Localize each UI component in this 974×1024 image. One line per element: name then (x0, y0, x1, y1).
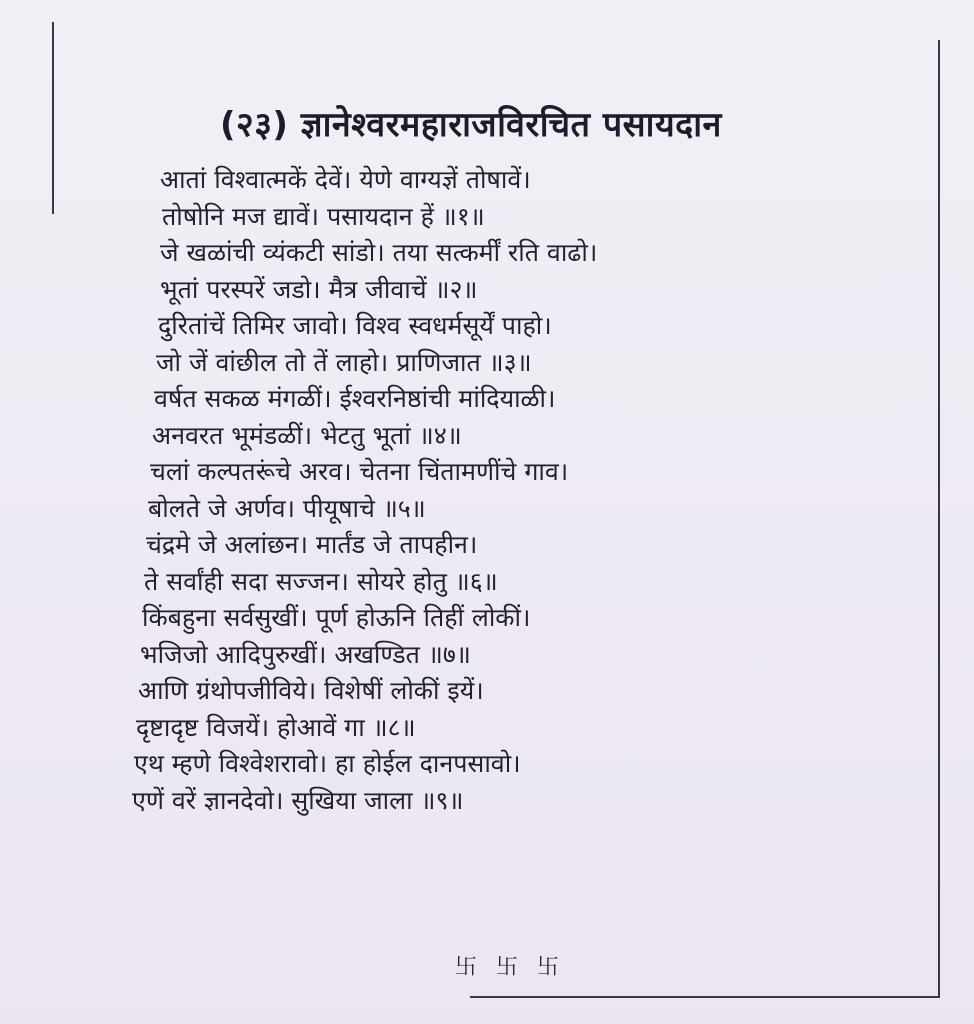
frame-bottom-border (470, 996, 940, 998)
frame-left-border (52, 22, 54, 214)
frame-right-border (938, 40, 940, 998)
swastika-ornament: 卐 卐 卐 (455, 955, 565, 980)
verse-line: ते सर्वांही सदा सज्जन। सोयरे होतु ॥६॥ (144, 566, 498, 596)
verse-block (130, 162, 920, 819)
verse-line: जो जें वांछील तो तें लाहो। प्राणिजात ॥३॥ (156, 347, 532, 377)
verse-line: चलां कल्पतरूंचे अरव। चेतना चिंतामणींचे गाव। (150, 457, 569, 486)
verse-line: बोलते जे अर्णव। पीयूषाचे ॥५॥ (148, 493, 426, 523)
verse-line: वर्षत सकळ मंगळीं। ईश्वरनिष्ठांची मांदियाळी। (154, 384, 556, 413)
verse-line: दृष्टादृष्ट विजयें। होआवें गा ॥८॥ (136, 712, 416, 742)
verse-line: किंबहुना सर्वसुखीं। पूर्ण होऊनि तिहीं लोकीं। (142, 603, 531, 632)
verse-line: आतां विश्वात्मकें देवें। येणे वाग्यज्ञें तोषावें। (160, 165, 531, 194)
verse-line: जे खळांची व्यंकटी सांडो। तया सत्कर्मीं रति वाढो। (160, 238, 598, 267)
verse-line: एणें वरें ज्ञानदेवो। सुखिया जाला ॥९॥ (132, 785, 464, 815)
verse-line: भजिजो आदिपुरुखीं। अखण्डित ॥७॥ (140, 639, 471, 669)
verse-line: दुरितांचें तिमिर जावो। विश्व स्वधर्मसूर्यें पाहो। (158, 311, 552, 340)
verse-line: आणि ग्रंथोपजीविये। विशेषीं लोकीं इयें। (138, 676, 484, 705)
verse-line: भूतां परस्परें जडो। मैत्र जीवाचें ॥२॥ (160, 274, 478, 304)
page-title: (२३) ज्ञानेश्वरमहाराजविरचित पसायदान (220, 105, 722, 145)
verse-line: तोषोनि मज द्यावें। पसायदान हें ॥१॥ (162, 201, 485, 231)
verse-line: चंद्रमे जे अलांछन। मार्तंड जे तापहीन। (146, 530, 478, 559)
verse-line: एथ म्हणे विश्वेशरावो। हा होईल दानपसावो। (134, 749, 521, 778)
verse-line: अनवरत भूमंडळीं। भेटतु भूतां ॥४॥ (152, 420, 462, 450)
